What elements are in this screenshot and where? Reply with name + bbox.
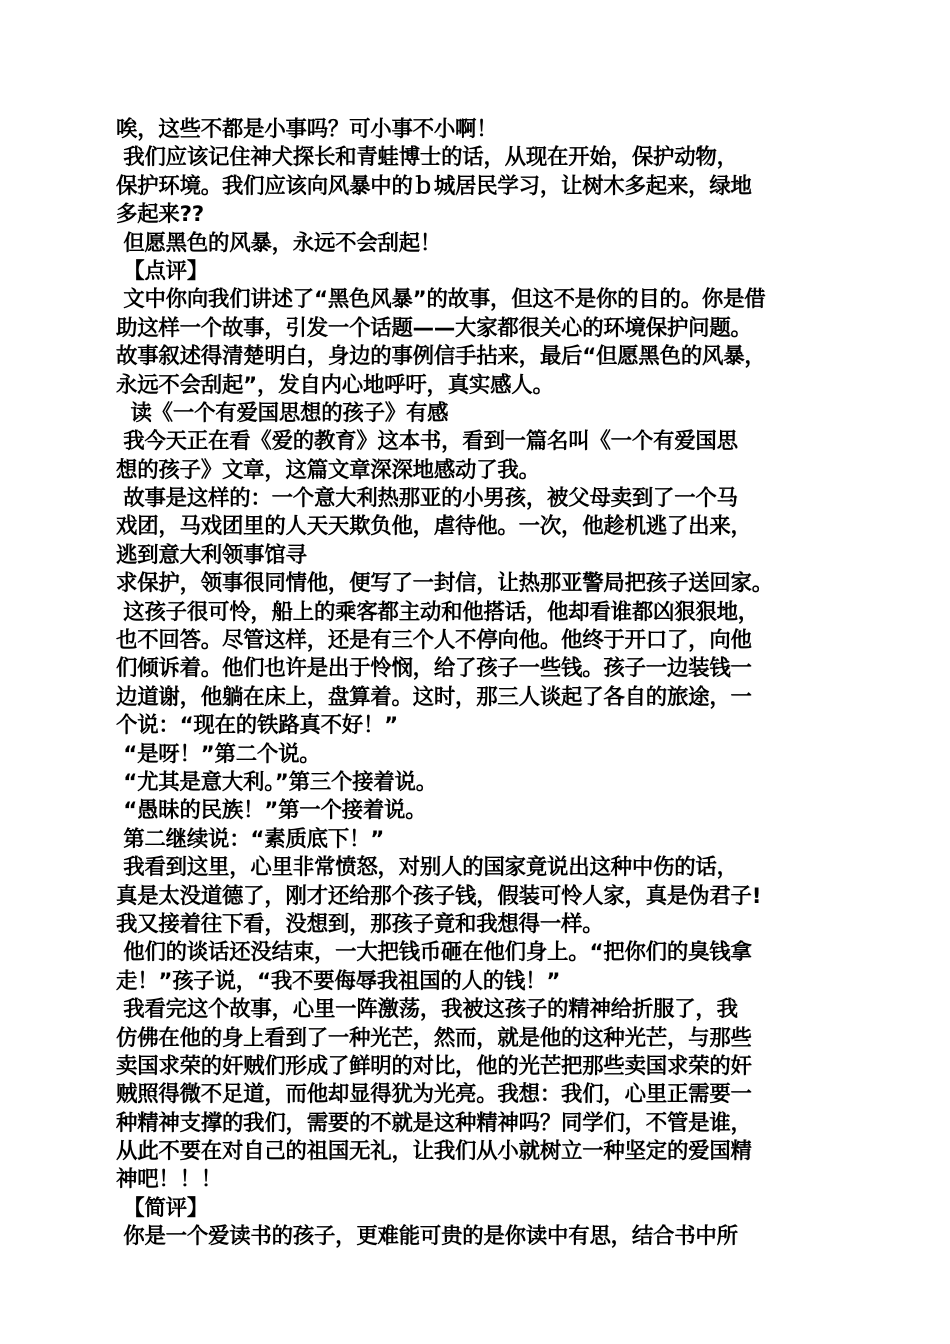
text-line: “愚昧的民族！”第一个接着说。 [116,798,427,824]
text-line: 逃到意大利领事馆寻 [116,542,307,568]
text-line: 走！”孩子说，“我不要侮辱我祖国的人的钱！” [116,968,561,994]
text-line: 第二继续说：“素质底下！” [116,826,385,852]
text-line: 他们的谈话还没结束，一大把钱币砸在他们身上。“把你们的臭钱拿 [116,940,752,966]
text-line: 但愿黑色的风暴，永远不会刮起！ [116,230,442,256]
text-line: 助这样一个故事，引发一个话题——大家都很关心的环境保护问题。 [116,315,752,341]
text-line: 个说：“现在的铁路真不好！” [116,713,399,739]
text-line: 我看到这里，心里非常愤怒，对别人的国家竟说出这种中伤的话， [116,855,738,881]
text-line: 从此不要在对自己的祖国无礼，让我们从小就树立一种坚定的爱国精 [116,1139,752,1165]
text-line: 保护环境。我们应该向风暴中的ｂ城居民学习，让树木多起来，绿地 [116,173,752,199]
text-line: 戏团，马戏团里的人天天欺负他，虐待他。一次，他趁机逃了出来， [116,514,752,540]
text-line: 你是一个爱读书的孩子，更难能可贵的是你读中有思，结合书中所 [116,1224,738,1250]
text-line: “尤其是意大利。”第三个接着说。 [116,769,437,795]
section-heading: 【点评】 [116,258,209,284]
text-line: 卖国求荣的奸贼们形成了鲜明的对比，他的光芒把那些卖国求荣的奸 [116,1053,752,1079]
text-line: 我今天正在看《爱的教育》这本书，看到一篇名叫《一个有爱国思 [116,429,738,455]
text-line: 文中你向我们讲述了“黑色风暴”的故事，但这不是你的目的。你是借 [116,287,766,313]
text-line: 故事叙述得清楚明白，身边的事例信手拈来，最后“但愿黑色的风暴， [116,344,766,370]
text-line: 唉，这些不都是小事吗？可小事不小啊！ [116,117,498,142]
text-line: 故事是这样的：一个意大利热那亚的小男孩，被父母卖到了一个马 [116,486,738,512]
text-line: 我们应该记住神犬探长和青蛙博士的话，从现在开始，保护动物， [116,145,738,171]
text-line: 贼照得微不足道，而他却显得犹为光亮。我想：我们，心里正需要一 [116,1082,752,1108]
essay-title: 读《一个有爱国思想的孩子》有感 [116,400,449,426]
text-line: 我又接着往下看，没想到，那孩子竟和我想得一样。 [116,911,604,937]
text-line: 想的孩子》文章，这篇文章深深地感动了我。 [116,457,540,483]
text-line: 这孩子很可怜，船上的乘客都主动和他搭话，他却看谁都凶狠狠地， [116,599,759,625]
text-line: 求保护，领事很同情他，便写了一封信，让热那亚警局把孩子送回家。 [116,571,773,597]
text-line: 们倾诉着。他们也许是出于怜悯，给了孩子一些钱。孩子一边装钱一 [116,656,752,682]
text-line: 永远不会刮起”，发自内心地呼吁，真实感人。 [116,372,554,398]
document-body [116,116,856,1252]
text-line: 我看完这个故事，心里一阵激荡，我被这孩子的精神给折服了，我 [116,997,738,1023]
section-heading: 【简评】 [116,1195,209,1221]
text-line: 边道谢，他躺在床上，盘算着。这时，那三人谈起了各自的旅途，一 [116,684,752,710]
text-line: 真是太没道德了，刚才还给那个孩子钱，假装可怜人家，真是伪君子! [116,883,762,909]
text-line: 种精神支撑的我们，需要的不就是这种精神吗？同学们，不管是谁， [116,1110,752,1136]
text-line: 也不回答。尽管这样，还是有三个人不停向他。他终于开口了，向他 [116,628,752,654]
text-line: 神吧！！！ [116,1167,222,1193]
text-line: “是呀！”第二个说。 [116,741,321,767]
text-line: 仿佛在他的身上看到了一种光芒，然而，就是他的这种光芒，与那些 [116,1025,752,1051]
text-line: 多起来?? [116,202,204,228]
